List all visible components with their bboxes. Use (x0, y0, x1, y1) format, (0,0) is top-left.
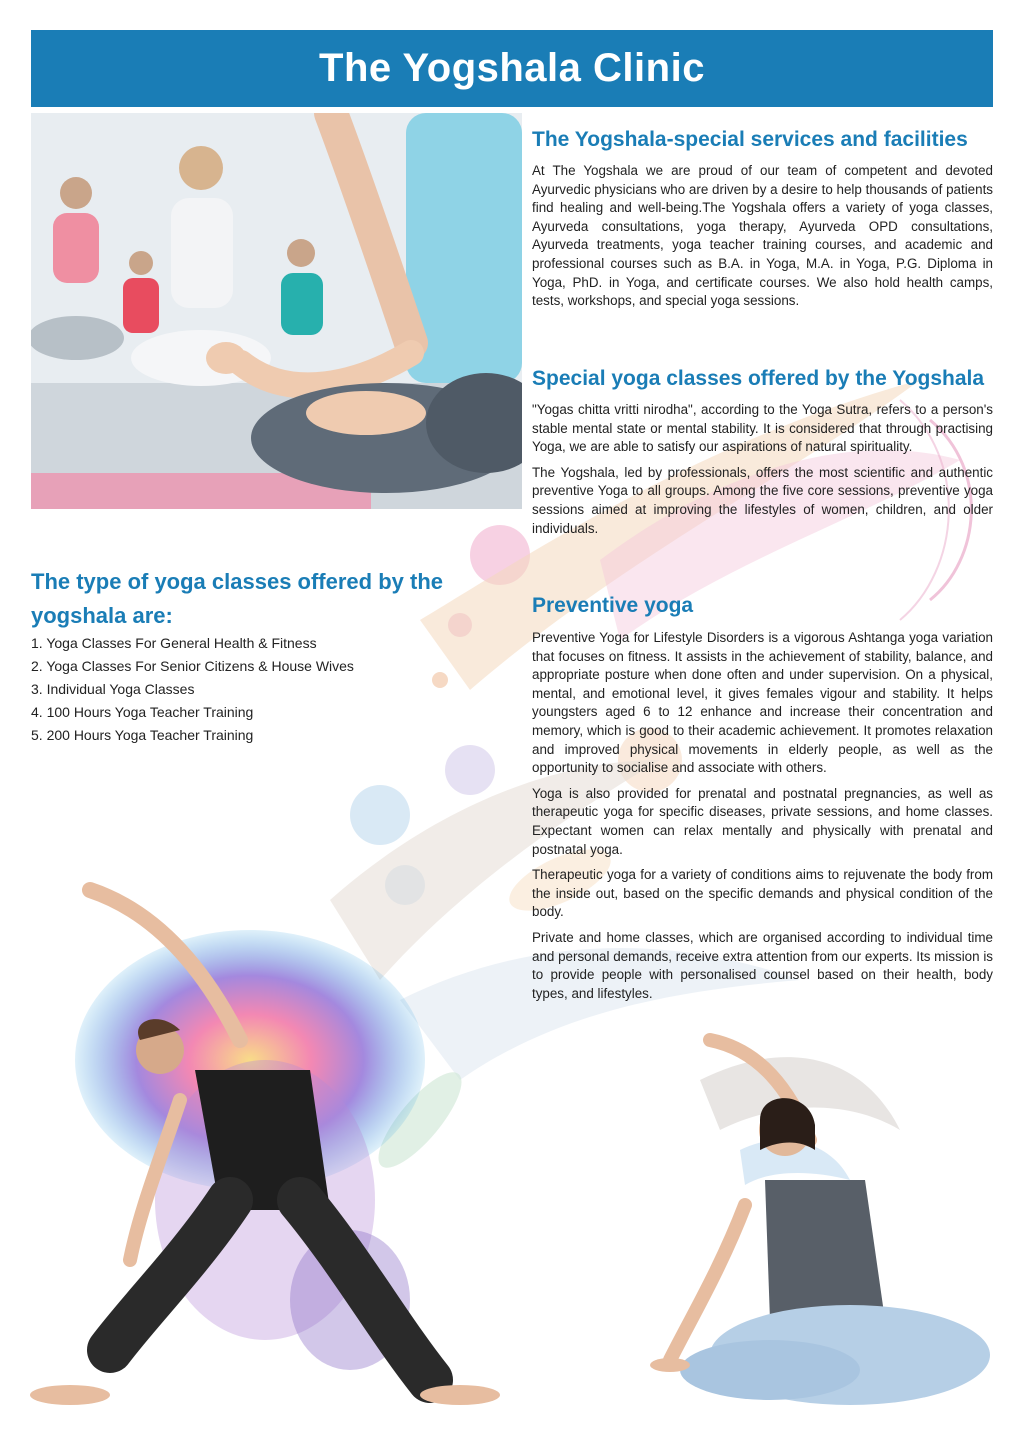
preventive-paragraph-2: Yoga is also provided for prenatal and postnatal pregnancies, as well as therapeutic yoga for specific diseases, private sessions, and home classes. Expectant women can relax mentally and physically with prenatal and postnatal yoga. (532, 785, 993, 857)
list-item: 2. Yoga Classes For Senior Citizens & House Wives (31, 658, 354, 674)
special-classes-section-title: Special yoga classes offered by the Yogshala (532, 367, 985, 390)
preventive-paragraph-4: Private and home classes, which are organised according to individual time and personal demands, receive extra attention from our experts. Its mission is to provide people with personalised counsel based on their health, body types, and lifestyles. (532, 929, 993, 1001)
services-paragraph: At The Yogshala we are proud of our team of competent and devoted Ayurvedic physicians who are driven by a desire to help thousands of patients find healing and well-being.The Yogshala offers a variety of yoga classes, Ayurveda consultations, yoga therapy, Ayurveda OPD consultations, Ayurveda treatments, yoga teacher training courses, and academic and professional courses such as B.A. in Yoga, M.A. in Yoga, P.G. Diploma in Yoga, PhD. in Yoga, and certificate courses. We also hold health camps, tests, workshops, and special yoga sessions. (532, 163, 993, 309)
special-classes-section-body (532, 401, 993, 545)
preventive-paragraph-1: Preventive Yoga for Lifestyle Disorders is a vigorous Ashtanga yoga variation that focuses on fitness. It assists in the achievement of stability, balance, and appropriate posture when done often and under supervision. On a physical, mental, and emotional level, it gives females vigour and stability. It helps youngsters aged 6 to 12 enhance and increase their concentration and memory, which is good to their academic achievement. It promotes relaxation and improved physical movements in elderly people, as well as the opportunity to socialise and associate with others. (532, 630, 993, 776)
list-item: 3. Individual Yoga Classes (31, 681, 195, 697)
services-section-body (532, 162, 993, 318)
list-item: 1. Yoga Classes For General Health & Fitness (31, 635, 317, 651)
page-header-banner (31, 30, 993, 107)
class-types-section-title: The type of yoga classes offered by the yogshala are: (31, 569, 444, 628)
yoga-pose-woman-illustration-left (30, 880, 500, 1420)
special-classes-paragraph-1: "Yogas chitta vritti nirodha", according to the Yoga Sutra, refers to a person's stable mental state or mental stability. It is considered that through practising Yoga, we are able to satisfy our aspirations of natural spirituality. (532, 402, 993, 455)
services-section-title: The Yogshala-special services and facilities (532, 128, 968, 151)
page-title: The Yogshala Clinic (319, 46, 705, 90)
list-item: 4. 100 Hours Yoga Teacher Training (31, 704, 254, 720)
class-types-list (31, 632, 451, 747)
yoga-class-meditation-photo (31, 113, 522, 509)
preventive-yoga-section-title: Preventive yoga (532, 594, 694, 617)
special-classes-paragraph-2: The Yogshala, led by professionals, offers the most scientific and authentic preventive Yoga to all groups. Among the five core sessions, preventive yoga sessions aimed at improving the lifestyles of women, children, and older individuals. (532, 464, 993, 536)
yoga-pose-woman-illustration-right (650, 1030, 990, 1420)
preventive-paragraph-3: Therapeutic yoga for a variety of conditions aims to rejuvenate the body from the inside out, based on the specific demands and physical condition of the body. (532, 867, 993, 920)
preventive-yoga-section-body (532, 629, 993, 1010)
list-item: 5. 200 Hours Yoga Teacher Training (31, 727, 254, 743)
